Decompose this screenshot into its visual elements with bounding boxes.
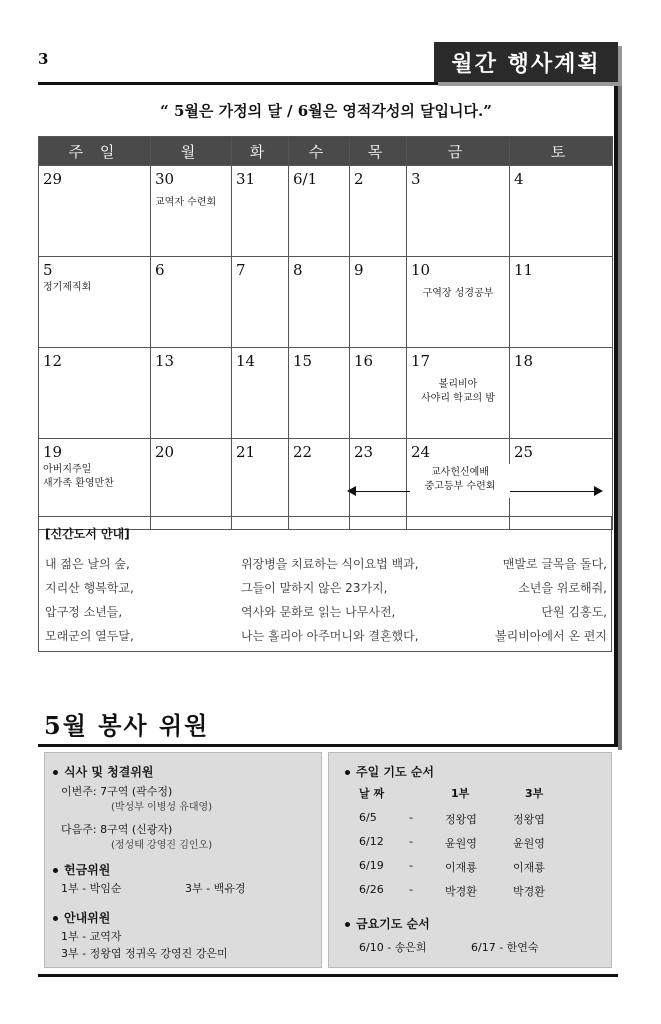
calendar-cell [232,166,289,257]
calendar-cell [289,257,350,348]
section-rule [38,744,618,747]
bullet-icon [345,922,350,927]
calendar-header-row [39,137,613,166]
book-title: 단원 김홍도, [541,605,607,619]
offering-line-b: 3부 - 백유경 [185,882,246,895]
day-number: 31 [236,170,256,188]
calendar-cell [39,348,151,439]
day-number: 2 [354,170,364,188]
service-section-title: 5월 봉사 위원 [44,711,210,740]
bullet-icon [53,916,58,921]
day-event: 정기제직회 [43,282,92,293]
day-number: 8 [293,261,303,279]
calendar-cell [407,257,510,348]
calendar-cell [407,166,510,257]
day-event: 구역장 성경공부 [422,288,494,299]
meal-this-week-members: (박성부 이병성 유대영) [111,802,213,813]
header-title: 월간 행사계획 [434,42,618,82]
calendar-cell [232,257,289,348]
calendar-cell [350,257,407,348]
day-number: 25 [514,443,534,461]
calendar-cell [232,348,289,439]
arrow-left-icon [347,486,356,496]
day-number: 18 [514,352,534,370]
col-service-1: 1부 [451,787,470,800]
prayer-service-1: 정왕엽 [445,813,477,826]
day-number: 11 [514,261,534,279]
friday-prayer-heading: 금요기도 순서 [345,915,430,932]
calendar-week-row [39,166,613,257]
slogan: “ 5월은 가정의 달 / 6월은 영적각성의 달입니다.” [160,102,492,120]
day-number: 30 [155,170,175,188]
col-service-3: 3부 [525,787,544,800]
calendar-cell [289,166,350,257]
usher-heading: 안내위원 [53,909,110,926]
bullet-icon [345,770,350,775]
col-date: 날 짜 [359,787,385,800]
weekday-sat: 토 [510,137,613,166]
day-number: 3 [411,170,421,188]
prayer-date: 6/26 [359,883,384,896]
book-title: 볼리비아에서 온 편지 [495,629,607,643]
usher-line-1: 1부 - 교역자 [61,930,122,943]
book-title: 압구정 소년들, [45,605,123,619]
book-title: 지리산 행복학교, [45,581,134,595]
day-number: 23 [354,443,374,461]
friday-prayer-a: 6/10 - 송은희 [359,941,427,954]
event-range-label-box [410,464,510,498]
weekday-fri: 금 [407,137,510,166]
meal-this-week: 이번주: 7구역 (곽수정) [61,785,173,798]
day-number: 29 [43,170,63,188]
day-number: 4 [514,170,524,188]
book-title: 맨발로 글목을 돌다, [502,557,607,571]
day-number: 21 [236,443,256,461]
day-number: 6 [155,261,165,279]
offering-line-a: 1부 - 박임순 [61,882,122,895]
calendar-cell [39,257,151,348]
frame-shadow [618,86,622,750]
day-number: 9 [354,261,364,279]
calendar-week-row [39,257,613,348]
prayer-dash: - [409,811,413,824]
prayer-service-1: 이재룡 [445,861,477,874]
day-number: 19 [43,443,63,461]
usher-line-2: 3부 - 정왕엽 정귀옥 강영진 강은미 [61,947,228,960]
day-number: 17 [411,352,431,370]
page-number: 3 [38,50,49,68]
meal-next-week-members: (정성태 강영진 김인오) [111,840,213,851]
new-books-title: [신간도서 안내] [45,527,130,541]
weekday-sun: 주 일 [39,137,151,166]
book-title: 모래군의 열두달, [45,629,134,643]
prayer-service-3: 정왕엽 [513,813,545,826]
offering-heading: 헌금위원 [53,861,110,878]
book-title: 소년을 위로해줘, [518,581,607,595]
calendar-cell [350,348,407,439]
calendar-cell [151,257,232,348]
friday-prayer-b: 6/17 - 한연숙 [471,941,539,954]
weekday-thu: 목 [350,137,407,166]
prayer-dash: - [409,859,413,872]
day-number: 13 [155,352,175,370]
book-title: 내 젊은 날의 숲, [45,557,130,571]
calendar-cell [151,348,232,439]
prayer-date: 6/5 [359,811,377,824]
day-event: 볼리비아 사야리 학교의 밤 [421,379,495,404]
calendar-cell [407,348,510,439]
new-books-box [38,516,612,652]
weekday-wed: 수 [289,137,350,166]
prayer-service-1: 윤원영 [445,837,477,850]
calendar-cell [510,166,613,257]
bullet-icon [53,868,58,873]
calendar-cell [510,257,613,348]
bottom-rule [38,974,618,977]
sunday-prayer-heading: 주일 기도 순서 [345,763,434,780]
day-event: 아버지주일 새가족 환영만찬 [43,464,114,489]
day-number: 16 [354,352,374,370]
day-number: 20 [155,443,175,461]
prayer-date: 6/12 [359,835,384,848]
day-number: 22 [293,443,313,461]
calendar-week-row [39,348,613,439]
day-number: 10 [411,261,431,279]
day-number: 24 [411,443,431,461]
calendar-cell [39,166,151,257]
calendar-cell [289,348,350,439]
weekday-mon: 월 [151,137,232,166]
day-event: 교역자 수련회 [155,197,217,208]
prayer-service-1: 박경환 [445,885,477,898]
day-number: 6/1 [293,170,318,188]
calendar-cell [151,166,232,257]
prayer-service-3: 박경환 [513,885,545,898]
frame-right-rule [614,82,618,746]
day-number: 15 [293,352,313,370]
book-title: 나는 홀리아 아주머니와 결혼했다, [241,629,419,643]
meal-heading: 식사 및 청결위원 [53,763,154,780]
service-panel-left [44,752,322,968]
day-number: 7 [236,261,246,279]
calendar-table [38,136,613,530]
book-title: 그들이 말하지 않은 23가지, [241,581,388,595]
day-event: 교사헌신예배 중고등부 수련회 [424,467,496,492]
bullet-icon [53,770,58,775]
prayer-service-3: 이재룡 [513,861,545,874]
weekday-tue: 화 [232,137,289,166]
calendar-cell [350,166,407,257]
book-title: 위장병을 치료하는 식이요법 백과, [241,557,419,571]
prayer-service-3: 윤원영 [513,837,545,850]
prayer-dash: - [409,835,413,848]
prayer-date: 6/19 [359,859,384,872]
day-number: 14 [236,352,256,370]
day-number: 5 [43,261,53,279]
service-panel-right [328,752,612,968]
book-title: 역사와 문화로 읽는 나무사전, [241,605,396,619]
arrow-right-icon [594,486,603,496]
day-number: 12 [43,352,63,370]
calendar-cell [510,348,613,439]
prayer-dash: - [409,883,413,896]
meal-next-week: 다음주: 8구역 (신광자) [61,823,173,836]
